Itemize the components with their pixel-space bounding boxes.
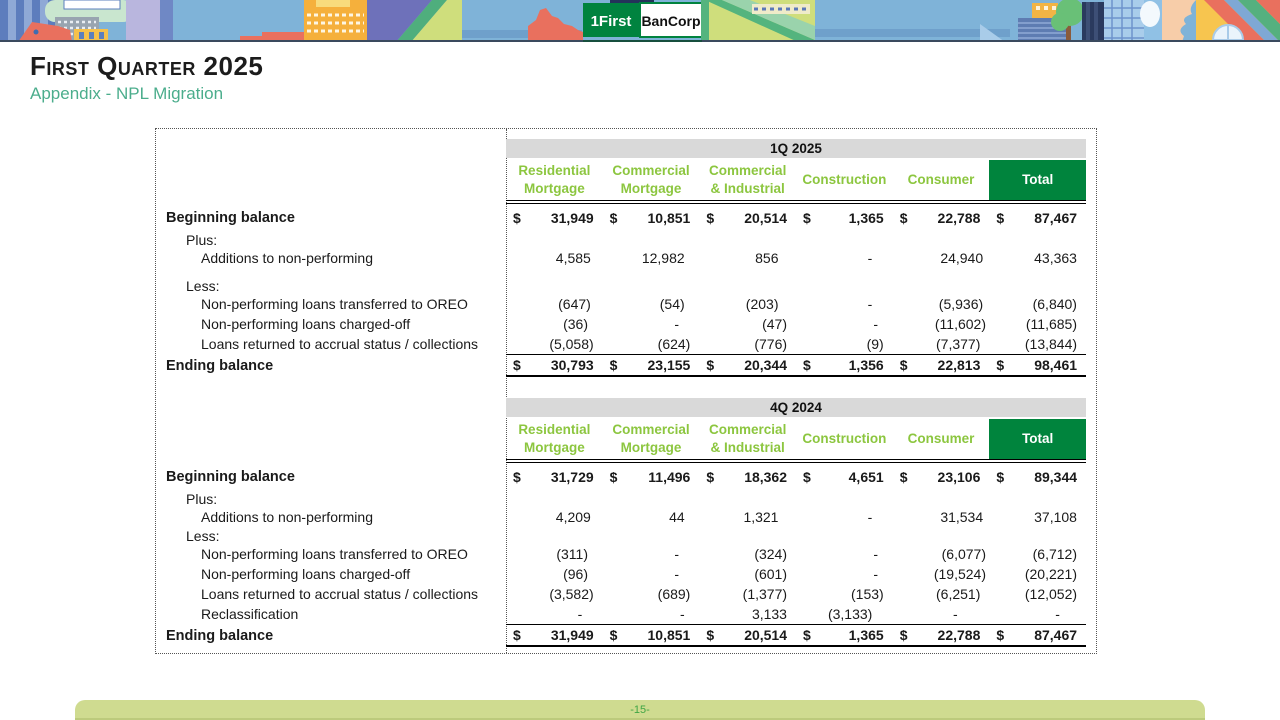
cell-value: -	[867, 509, 873, 525]
footer-page-bar	[75, 700, 1205, 720]
period-banner: 1Q 2025	[506, 139, 1086, 158]
dollar-sign: $	[513, 627, 521, 643]
row-values	[506, 314, 1086, 334]
dollar-sign: $	[803, 627, 811, 643]
cell-value: (96)	[563, 566, 588, 582]
column-header: Commercial Mortgage	[612, 163, 690, 196]
value-cell	[898, 250, 992, 266]
cell-value: 44	[669, 509, 685, 525]
page-number: -15-	[630, 704, 650, 716]
value-cell	[796, 627, 893, 643]
value-cell	[506, 509, 600, 525]
value-cell	[796, 606, 881, 622]
cell-value: (601)	[754, 566, 787, 582]
cell-value: 20,344	[744, 357, 788, 373]
cell-value: 18,362	[744, 468, 788, 485]
dollar-sign: $	[996, 468, 1005, 485]
cell-value: (7,377)	[936, 336, 981, 352]
cell-value: 98,461	[1034, 357, 1078, 373]
cell-value: 4,209	[555, 509, 591, 525]
value-cell	[984, 606, 1086, 622]
value-cell	[506, 296, 600, 312]
cell-value: 37,108	[1034, 509, 1077, 525]
row-values	[506, 604, 1086, 624]
row-label: Loans returned to accrual status / collections	[201, 336, 479, 352]
dollar-sign: $	[609, 209, 618, 226]
value-cell	[705, 316, 796, 332]
dollar-sign: $	[899, 468, 908, 485]
table-row	[156, 204, 1084, 231]
cityscape-art	[0, 0, 1280, 42]
value-cell	[506, 627, 603, 643]
value-cell	[881, 606, 983, 622]
row-label: Ending balance	[166, 627, 274, 644]
row-label: Plus:	[186, 490, 218, 507]
value-cell	[995, 566, 1086, 582]
value-cell	[893, 210, 990, 226]
value-cell	[506, 316, 597, 332]
value-cell	[989, 469, 1086, 485]
cell-value: 20,514	[744, 627, 788, 643]
cell-value: 87,467	[1034, 627, 1078, 643]
row-values	[506, 463, 1086, 490]
cell-value: -	[674, 546, 679, 562]
cell-value: 1,321	[743, 509, 779, 525]
value-cell	[904, 546, 995, 562]
period-banner: 4Q 2024	[506, 398, 1086, 417]
value-cell	[796, 469, 893, 485]
row-values	[506, 490, 1086, 507]
cell-value: (6,712)	[1032, 546, 1077, 562]
row-label: Less:	[186, 527, 220, 544]
row-values	[506, 507, 1086, 527]
cell-value: (153)	[851, 586, 884, 602]
table-header-row	[156, 139, 1084, 204]
value-cell	[699, 357, 796, 373]
value-cell	[995, 546, 1086, 562]
table-row	[156, 564, 1084, 584]
column-header: Residential Mortgage	[518, 422, 591, 455]
row-values	[506, 204, 1086, 231]
value-cell	[603, 336, 700, 352]
cell-value: 23,106	[937, 468, 981, 485]
value-cell	[992, 509, 1086, 525]
cell-value: -	[679, 606, 685, 622]
cell-value: (6,251)	[936, 586, 981, 602]
city-banner-illustration	[0, 0, 1280, 42]
cell-value: (324)	[754, 546, 787, 562]
row-label: Less:	[186, 277, 220, 294]
value-cell	[506, 566, 597, 582]
cell-value: 30,793	[550, 357, 594, 373]
value-cell	[603, 627, 700, 643]
logo-bancorp-text: BanCorp	[641, 13, 701, 29]
cell-value: -	[1055, 606, 1060, 622]
column-header: Construction	[802, 431, 887, 447]
row-values	[506, 231, 1086, 248]
logo-first-text: 1First	[590, 13, 632, 30]
dollar-sign: $	[996, 209, 1005, 226]
npl-table-1q-2025	[156, 139, 1084, 377]
column-header: Commercial & Industrial	[709, 163, 787, 196]
value-cell	[506, 357, 603, 373]
cell-value: (689)	[657, 586, 691, 602]
value-cell	[699, 336, 796, 352]
dollar-sign: $	[609, 357, 618, 373]
cell-value: 89,344	[1034, 468, 1078, 485]
table-row	[156, 604, 1084, 624]
cell-value: (47)	[762, 316, 787, 332]
value-cell	[694, 250, 788, 266]
cell-value: (311)	[556, 546, 588, 562]
row-values	[506, 564, 1086, 584]
table-row	[156, 490, 1084, 507]
cell-value: (5,936)	[938, 296, 984, 312]
row-label: Additions to non-performing	[201, 509, 373, 525]
value-cell	[796, 316, 904, 332]
cell-value: -	[873, 566, 878, 582]
table-row	[156, 584, 1084, 604]
row-label: Non-performing loans charged-off	[201, 566, 411, 582]
cell-value: (54)	[659, 296, 685, 312]
value-cell	[597, 566, 705, 582]
cell-value: 43,363	[1034, 250, 1077, 266]
cell-value: -	[674, 566, 679, 582]
cell-value: 4,651	[848, 468, 884, 485]
value-cell	[603, 469, 700, 485]
row-values	[506, 277, 1086, 294]
value-cell	[597, 316, 705, 332]
table-row	[156, 544, 1084, 564]
cell-value: 24,940	[940, 250, 984, 266]
row-label-spacer	[156, 139, 506, 204]
value-cell	[603, 210, 700, 226]
value-cell	[506, 210, 603, 226]
value-cell	[705, 566, 796, 582]
dollar-sign: $	[706, 357, 715, 373]
cell-value: 23,155	[647, 357, 691, 373]
cell-value: (624)	[657, 336, 691, 352]
tables-host	[156, 139, 1084, 647]
value-cell	[597, 546, 705, 562]
table-row	[156, 294, 1084, 314]
value-cell	[787, 250, 898, 266]
value-cell	[787, 509, 898, 525]
value-cell	[893, 336, 990, 352]
value-cell	[711, 606, 796, 622]
cell-value: -	[873, 546, 878, 562]
row-label: Additions to non-performing	[201, 250, 373, 266]
cell-value: -	[867, 296, 873, 312]
value-cell	[989, 210, 1086, 226]
row-label: Beginning balance	[166, 209, 295, 226]
column-header: Total	[989, 419, 1086, 459]
value-cell	[603, 586, 700, 602]
value-cell	[796, 336, 893, 352]
column-header: Consumer	[907, 172, 975, 188]
dollar-sign: $	[899, 209, 908, 226]
value-cell	[506, 586, 603, 602]
value-cell	[796, 210, 893, 226]
table-row	[156, 527, 1084, 544]
dollar-sign: $	[996, 357, 1005, 373]
value-cell	[796, 357, 893, 373]
value-cell	[506, 250, 600, 266]
cell-value: 22,788	[937, 209, 981, 226]
cell-value: (776)	[754, 336, 788, 352]
value-cell	[796, 586, 893, 602]
cell-value: 87,467	[1034, 209, 1078, 226]
dollar-sign: $	[609, 468, 618, 485]
value-cell	[694, 509, 788, 525]
row-values	[506, 248, 1086, 268]
row-values	[506, 544, 1086, 564]
value-cell	[699, 627, 796, 643]
npl-migration-tables-container	[155, 128, 1097, 654]
value-cell	[989, 357, 1086, 373]
value-cell	[995, 316, 1086, 332]
cell-value: -	[577, 606, 583, 622]
cell-value: 10,851	[647, 209, 691, 226]
page-title: First Quarter 2025	[30, 51, 264, 81]
cell-value: (3,133)	[827, 606, 873, 622]
row-label: Non-performing loans transferred to OREO	[201, 296, 468, 312]
cell-value: (13,844)	[1024, 336, 1078, 352]
value-cell	[506, 606, 608, 622]
row-values	[506, 334, 1086, 354]
dollar-sign: $	[706, 209, 715, 226]
value-cell	[506, 336, 603, 352]
dollar-sign: $	[706, 468, 715, 485]
column-header: Construction	[802, 172, 887, 188]
value-cell	[989, 586, 1086, 602]
cell-value: -	[952, 606, 958, 622]
value-cell	[893, 357, 990, 373]
dollar-sign: $	[899, 627, 908, 643]
value-cell	[904, 566, 995, 582]
row-label: Non-performing loans transferred to OREO	[201, 546, 468, 562]
cell-value: 10,851	[647, 627, 691, 643]
dollar-sign: $	[609, 627, 618, 643]
value-cell	[694, 296, 788, 312]
column-headers	[506, 160, 1086, 204]
cell-value: 31,949	[550, 209, 594, 226]
cell-value: (6,840)	[1032, 296, 1077, 312]
cell-value: (11,685)	[1025, 316, 1077, 332]
column-header: Consumer	[907, 431, 975, 447]
table-header-data	[506, 398, 1086, 463]
value-cell	[603, 357, 700, 373]
row-values	[506, 354, 1086, 377]
dollar-sign: $	[899, 357, 908, 373]
table-row	[156, 463, 1084, 490]
value-cell	[699, 586, 796, 602]
page-subtitle: Appendix - NPL Migration	[30, 83, 224, 103]
cell-value: 12,982	[641, 250, 685, 266]
cell-value: 31,729	[550, 468, 594, 485]
row-values	[506, 624, 1086, 647]
cell-value: (5,058)	[549, 336, 594, 352]
value-cell	[898, 296, 992, 312]
value-cell	[893, 627, 990, 643]
cell-value: 22,813	[937, 357, 981, 373]
value-cell	[992, 296, 1086, 312]
dollar-sign: $	[513, 357, 521, 373]
cell-value: 20,514	[744, 209, 788, 226]
column-header: Commercial Mortgage	[612, 422, 690, 455]
row-label-spacer	[156, 398, 506, 463]
column-header: Total	[989, 160, 1086, 200]
cell-value: (36)	[563, 316, 588, 332]
dollar-sign: $	[803, 468, 811, 485]
value-cell	[600, 509, 694, 525]
column-header: Commercial & Industrial	[709, 422, 787, 455]
row-label: Ending balance	[166, 357, 274, 374]
value-cell	[893, 469, 990, 485]
cell-value: (19,524)	[933, 566, 986, 582]
cell-value: 31,534	[940, 509, 984, 525]
cell-value: -	[867, 250, 873, 266]
cell-value: 11,496	[648, 468, 691, 485]
value-cell	[989, 336, 1086, 352]
row-label: Plus:	[186, 231, 218, 248]
table-header-data	[506, 139, 1086, 204]
table-row	[156, 314, 1084, 334]
value-cell	[699, 469, 796, 485]
title-block	[30, 52, 263, 104]
table-row	[156, 624, 1084, 647]
dollar-sign: $	[513, 468, 521, 485]
table-row	[156, 354, 1084, 377]
table-header-row	[156, 398, 1084, 463]
table-row	[156, 507, 1084, 527]
npl-table-4q-2024	[156, 398, 1084, 647]
table-row	[156, 248, 1084, 268]
cell-value: (3,582)	[549, 586, 594, 602]
dollar-sign: $	[996, 627, 1005, 643]
cell-value: (9)	[866, 336, 884, 352]
cell-value: 31,949	[550, 627, 594, 643]
row-label: Beginning balance	[166, 468, 295, 485]
column-headers	[506, 419, 1086, 463]
value-cell	[705, 546, 796, 562]
value-cell	[989, 627, 1086, 643]
dollar-sign: $	[513, 209, 521, 226]
value-cell	[796, 566, 904, 582]
cell-value: 4,585	[555, 250, 591, 266]
cell-value: 22,788	[937, 627, 981, 643]
cell-value: (12,052)	[1024, 586, 1078, 602]
column-header: Residential Mortgage	[518, 163, 591, 196]
cell-value: (11,602)	[934, 316, 986, 332]
value-cell	[600, 250, 694, 266]
cell-value: 1,365	[848, 209, 884, 226]
dollar-sign: $	[803, 209, 811, 226]
cell-value: (647)	[558, 296, 591, 312]
row-label: Reclassification	[201, 606, 299, 622]
value-cell	[992, 250, 1086, 266]
row-values	[506, 527, 1086, 544]
table-row	[156, 231, 1084, 248]
value-cell	[506, 546, 597, 562]
value-cell	[608, 606, 710, 622]
table-row	[156, 334, 1084, 354]
value-cell	[796, 546, 904, 562]
row-values	[506, 584, 1086, 604]
cell-value: (6,077)	[941, 546, 986, 562]
dollar-sign: $	[706, 627, 715, 643]
value-cell	[506, 469, 603, 485]
cell-value: (203)	[745, 296, 779, 312]
value-cell	[904, 316, 995, 332]
value-cell	[600, 296, 694, 312]
cell-value: 3,133	[751, 606, 787, 622]
dollar-sign: $	[803, 357, 811, 373]
value-cell	[699, 210, 796, 226]
table-row	[156, 277, 1084, 294]
cell-value: 1,356	[848, 357, 884, 373]
cell-value: -	[873, 316, 878, 332]
cell-value: -	[674, 316, 679, 332]
row-values	[506, 294, 1086, 314]
cell-value: 1,365	[848, 627, 884, 643]
row-label: Loans returned to accrual status / collections	[201, 586, 479, 602]
cell-value: 856	[755, 250, 779, 266]
cell-value: (1,377)	[742, 586, 788, 602]
cell-value: (20,221)	[1024, 566, 1077, 582]
value-cell	[787, 296, 898, 312]
row-label: Non-performing loans charged-off	[201, 316, 411, 332]
value-cell	[898, 509, 992, 525]
value-cell	[893, 586, 990, 602]
